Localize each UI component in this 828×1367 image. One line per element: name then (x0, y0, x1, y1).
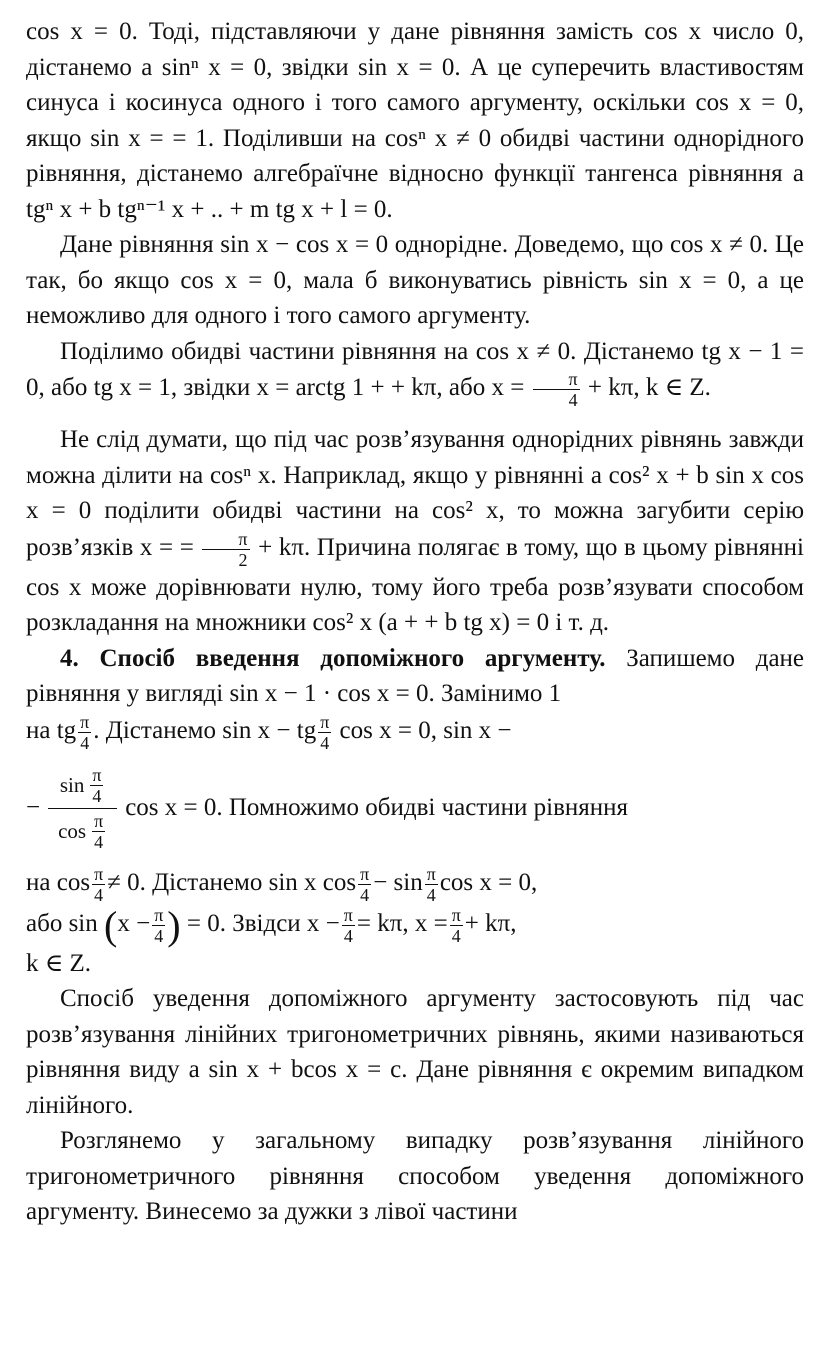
text: = (179, 533, 194, 561)
paragraph-1 (26, 14, 804, 227)
text: cos x = 0. Помножимо обидві частини рівняння (125, 794, 629, 821)
denominator: 2 (238, 549, 248, 570)
fraction-pi-over-4 (342, 905, 355, 946)
denominator: 4 (94, 884, 104, 905)
fraction-pi-over-4 (90, 765, 103, 806)
numerator: π (426, 863, 436, 884)
denominator: 4 (360, 884, 370, 905)
paragraph-7 (26, 902, 804, 982)
line: cos x число 0, дістанемо a sinⁿ x = 0, звідки sin x = 0. (26, 18, 804, 81)
numerator: π (94, 863, 104, 884)
fraction-pi-over-4 (92, 811, 105, 852)
paragraph-9: Розглянемо у загальному випадку розв’язування лінійного тригонометричного рівняння способом уведення допоміжного аргументу. Винесемо за дужки з лівої частини (26, 1127, 804, 1225)
denominator: 4 (343, 925, 353, 946)
sin-label: sin (59, 772, 85, 797)
line: рівняння, дістанемо алгебраїчне відносно функції тангенса (26, 160, 678, 187)
fraction-pi-over-4 (425, 864, 438, 905)
cos-label: cos (58, 818, 87, 843)
text: . Дістанемо sin x − tg (93, 716, 317, 744)
text: x − (117, 909, 151, 937)
text: Не слід думати, що під час розв’язування однорідних рівнянь завжди можна ділити на cosⁿ x. Наприклад, якщо у рівнянні a cos² x + b sin x cos x = 0 поділити обидві частини на cos² x, то можна загубити серію розв’язків x = (26, 426, 804, 561)
right-paren: ) (167, 902, 181, 948)
text: Запишемо дане рівняння у вигляді sin x − 1 · cos x = 0. Замінимо 1 (26, 644, 805, 707)
text: + kπ. Причина полягає в тому, що в цьому рівнянні cos x може дорівнювати нулю, тому його треба розв’язувати способом розкладання на множники cos² x (a + + b tg x) = 0 і т. д. (26, 533, 805, 636)
text: на tg (26, 716, 77, 744)
denominator: 4 (568, 390, 578, 410)
line: А це суперечить властивостям синуса і косинуса одного і (26, 53, 804, 116)
text: Поділимо обидві частини рівняння на cos x ≠ 0. Дістанемо tg x − 1 = 0, або tg x = 1, звідки x = arctg 1 + (26, 337, 804, 402)
fraction-pi-over-4 (78, 712, 91, 753)
fraction-pi-over-4 (318, 712, 331, 753)
denominator: 4 (80, 732, 90, 753)
tangent-fraction (48, 763, 117, 854)
line: = 1. Поділивши на cosⁿ x ≠ 0 обидві частини однорідного (172, 124, 805, 152)
numerator: π (533, 369, 580, 390)
line: того самого аргументу, оскільки cos x = 0, якщо sin x = (26, 89, 804, 152)
paragraph-8: Спосіб уведення допоміжного аргументу застосовують під час розв’язування лінійних тригонометричних рівнянь, якими називаються рівняння виду a sin x + bcos x = c. Дане рівняння є окремим випадком лінійного. (26, 985, 804, 1119)
text: на cos (26, 868, 91, 896)
paragraph-6 (26, 864, 804, 905)
numerator: π (94, 810, 104, 831)
text: + kπ, або x = (390, 374, 525, 402)
fraction-pi-over-4 (533, 369, 580, 410)
denominator (48, 809, 117, 854)
fraction-pi-over-2 (202, 529, 249, 570)
text: = kπ, x = (356, 909, 448, 937)
denominator: 4 (320, 732, 330, 753)
denominator: 4 (451, 925, 461, 946)
numerator (50, 763, 116, 808)
fraction-pi-over-4 (152, 905, 165, 946)
numerator: π (451, 904, 461, 925)
numerator: π (343, 904, 353, 925)
text: = 0. Звідси x − (186, 909, 340, 937)
numerator: π (360, 863, 370, 884)
line: рівняння a tgⁿ x + b tgⁿ⁻¹ x + .. + m tg x + l = 0. (26, 160, 805, 223)
display-equation (26, 763, 804, 854)
text: k ∈ Z. (26, 949, 92, 977)
numerator: π (92, 764, 102, 785)
text: ≠ 0. Дістанемо sin x cos (107, 868, 357, 896)
left-paren: ( (104, 902, 118, 948)
numerator: π (80, 711, 90, 732)
numerator: π (202, 529, 249, 550)
denominator: 4 (426, 884, 436, 905)
paragraph-3 (26, 334, 804, 411)
text: або sin (26, 909, 98, 937)
text: − sin (373, 868, 423, 896)
minus-sign: − (26, 794, 41, 821)
text: + kπ, k ∈ Z. (587, 374, 711, 402)
text: + kπ, (464, 909, 517, 937)
numerator: π (154, 904, 164, 925)
denominator: 4 (154, 925, 164, 946)
line: cos x = 0. Тоді, підставляючи у дане рівняння замість (26, 18, 634, 45)
fraction-pi-over-4 (358, 864, 371, 905)
text: cos x = 0, (439, 868, 538, 896)
denominator: 4 (94, 831, 104, 852)
paragraph-5-line (26, 712, 804, 753)
section-heading: 4. Спосіб введення допоміжного аргументу. (60, 644, 606, 672)
paragraph-5 (26, 641, 804, 712)
fraction-pi-over-4 (450, 905, 463, 946)
paragraph-4 (26, 422, 804, 641)
fraction-pi-over-4 (92, 864, 105, 905)
numerator: π (320, 711, 330, 732)
paragraph-2: Дане рівняння sin x − cos x = 0 однорідне. Доведемо, що cos x ≠ 0. Це так, бо якщо cos x = 0, мала б виконуватись рівність sin x = 0, а це неможливо для одного і того самого аргументу. (26, 231, 804, 329)
text: cos x = 0, sin x − (339, 716, 512, 744)
denominator: 4 (92, 785, 102, 806)
